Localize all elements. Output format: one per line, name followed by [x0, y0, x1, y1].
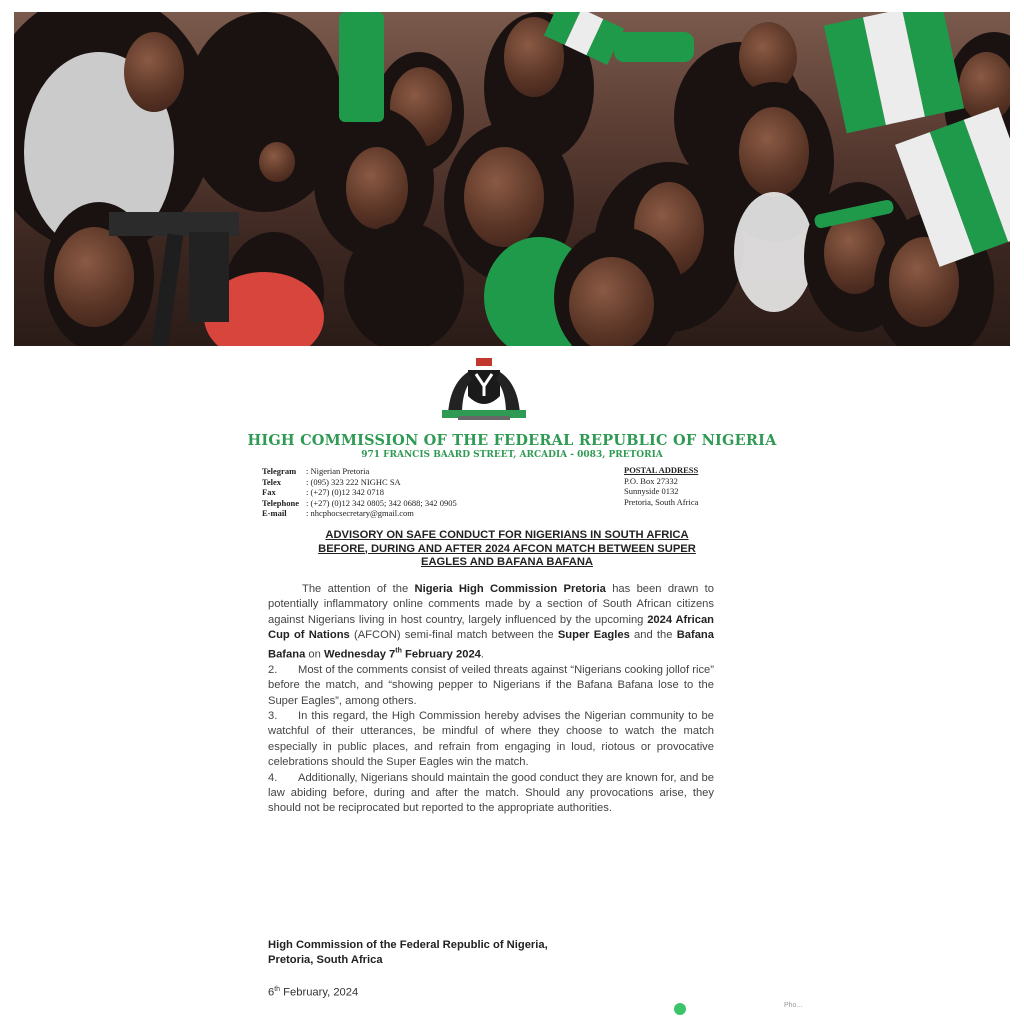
protest-photo	[14, 12, 1010, 346]
paragraph-3: 3. In this regard, the High Commission hereby advises the Nigerian community to be watchful of their utterances, be mindful of where they choose to watch the match especially in public places, and refrain from engaging in loud, riotous or provocative celebrations should the Super Eagles win the match.	[268, 709, 714, 769]
postal-line: Sunnyside 0132	[624, 486, 679, 497]
advisory-document	[14, 346, 1010, 1024]
coat-of-arms-icon	[438, 356, 530, 422]
contact-row: Telephone : (+27) (0)12 342 0805; 342 0688; 342 0905	[262, 497, 457, 508]
postal-address-title: POSTAL ADDRESS	[624, 465, 699, 475]
advisory-title: ADVISORY ON SAFE CONDUCT FOR NIGERIANS IN SOUTH AFRICA BEFORE, DURING AND AFTER 2024 AFCON MATCH BETWEEN SUPER EAGLES AND BAFANA BAFANA	[318, 529, 696, 569]
signature-block: High Commission of the Federal Republic of Nigeria, Pretoria, South Africa	[268, 939, 548, 967]
contact-row: Telegram : Nigerian Pretoria	[262, 466, 370, 476]
postal-line: Pretoria, South Africa	[624, 496, 699, 507]
paragraph-1: The attention of the Nigeria High Commission Pretoria has been drawn to potentially inflammatory online comments made by a section of South African citizens against Nigerians living in host country, largely influenced by the upcoming 2024 African Cup of Nations (AFCON) semi-final match between the Super Eagles and the Bafana Bafana on Wednesday 7th February 2024.	[268, 583, 714, 661]
contact-row: Telex : (095) 323 222 NIGHC SA	[262, 476, 401, 487]
postal-address	[624, 465, 698, 507]
advisory-body	[268, 582, 714, 817]
nigeria-flag	[824, 12, 964, 133]
corner-mark: Pho...	[784, 1002, 803, 1009]
contact-details	[262, 466, 457, 519]
letterhead-title: HIGH COMMISSION OF THE FEDERAL REPUBLIC OF NIGERIA	[247, 432, 777, 449]
contact-row: E-mail : nhcphocsecretary@gmail.com	[262, 508, 414, 519]
paragraph-2: 2. Most of the comments consist of veiled threats against “Nigerians cooking jollof rice” before the match, and “showing pepper to Nigerians if the Bafana Bafana lose to the Super Eagles”, among others.	[268, 663, 714, 707]
letterhead-address: 971 FRANCIS BAARD STREET, ARCADIA - 0083, PRETORIA	[361, 450, 663, 460]
contact-row: Fax : (+27) (0)12 342 0718	[262, 487, 384, 498]
green-dot-icon	[674, 1003, 686, 1015]
paragraph-4: 4. Additionally, Nigerians should maintain the good conduct they are known for, and be law abiding before, during and after the match. Should any provocations arise, they should not be reciprocated but reported to the appropriate authorities.	[268, 771, 714, 815]
document-date: 6th February, 2024	[268, 986, 359, 999]
postal-line: P.O. Box 27332	[624, 475, 678, 486]
